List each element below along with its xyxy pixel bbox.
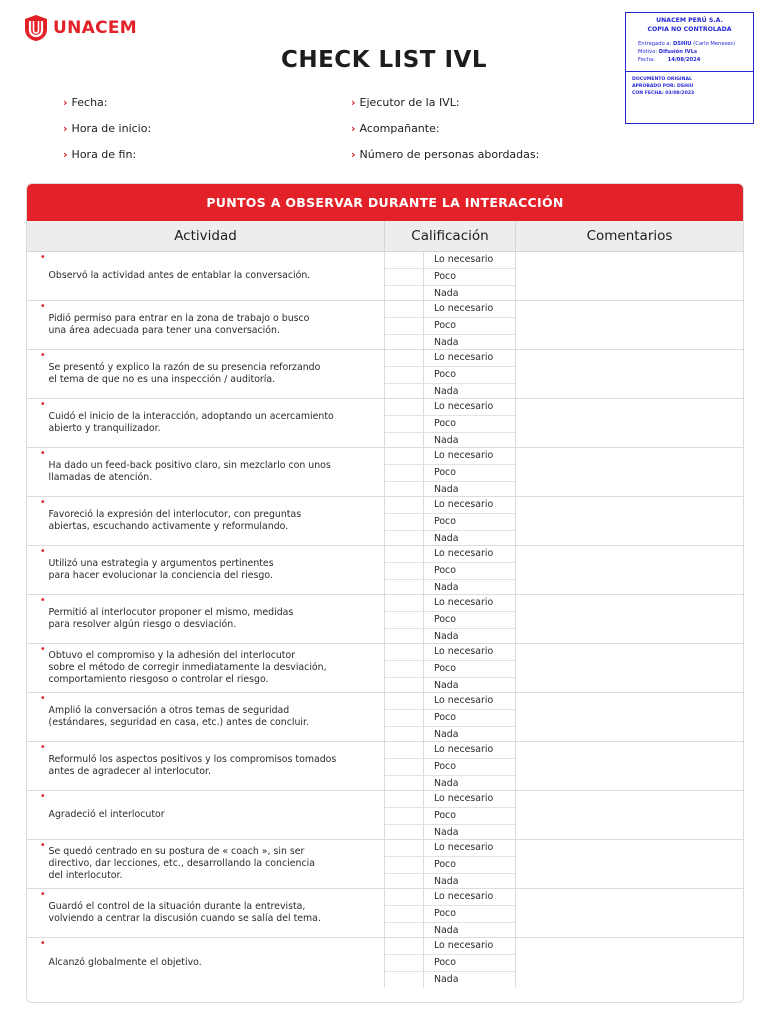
grade-option-label: Nada — [434, 876, 459, 887]
activity-cell — [27, 840, 384, 888]
grade-option-label: Lo necesario — [434, 303, 494, 314]
grade-option — [385, 252, 515, 269]
grade-cell — [384, 938, 515, 987]
grade-checkbox[interactable] — [385, 955, 424, 971]
grade-checkbox[interactable] — [385, 563, 424, 579]
grade-option — [385, 531, 515, 547]
unacem-logo — [24, 14, 137, 42]
grade-cell — [384, 693, 515, 741]
grade-option — [385, 906, 515, 923]
activity-cell — [27, 252, 384, 300]
grade-checkbox[interactable] — [385, 286, 424, 302]
chevron-right-icon: › — [63, 122, 68, 135]
grade-cell — [384, 497, 515, 545]
grade-checkbox[interactable] — [385, 629, 424, 645]
grade-option — [385, 335, 515, 351]
bullet-icon: • — [40, 546, 46, 557]
grade-option-label: Poco — [434, 810, 456, 821]
table-row — [27, 791, 743, 840]
grade-option — [385, 661, 515, 678]
chevron-right-icon: › — [351, 96, 356, 109]
grade-option-label: Lo necesario — [434, 793, 494, 804]
stamp-entregado: Entregado a: DSHIU (Carlo Meneses) — [638, 41, 736, 47]
grade-checkbox[interactable] — [385, 874, 424, 890]
grade-option-label: Lo necesario — [434, 842, 494, 853]
grade-option-label: Poco — [434, 957, 456, 968]
chevron-right-icon: › — [63, 148, 68, 161]
table-row — [27, 840, 743, 889]
activity-text: Obtuvo el compromiso y la adhesión del interlocutor sobre el método de corregir inmediatamente la desviación, comportamiento riesgoso o controlar el riesgo. — [48, 650, 327, 685]
activity-cell — [27, 399, 384, 447]
grade-option — [385, 791, 515, 808]
grade-checkbox[interactable] — [385, 448, 424, 464]
grade-checkbox[interactable] — [385, 482, 424, 498]
grade-option — [385, 286, 515, 302]
grade-checkbox[interactable] — [385, 580, 424, 596]
unacem-shield-icon — [24, 14, 48, 42]
grade-checkbox[interactable] — [385, 335, 424, 351]
grade-option — [385, 514, 515, 531]
bullet-icon: • — [40, 742, 46, 753]
comment-cell[interactable] — [515, 889, 743, 937]
table-body — [27, 252, 743, 987]
grade-option-label: Poco — [434, 418, 456, 429]
column-comentarios: Comentarios — [515, 221, 743, 251]
activity-cell — [27, 644, 384, 692]
field-numero-personas — [351, 148, 539, 161]
table-row — [27, 546, 743, 595]
table-row — [27, 399, 743, 448]
grade-option-label: Poco — [434, 369, 456, 380]
grade-checkbox[interactable] — [385, 367, 424, 383]
grade-checkbox[interactable] — [385, 923, 424, 939]
grade-checkbox[interactable] — [385, 742, 424, 758]
logo-text: UNACEM — [53, 18, 137, 38]
grade-option — [385, 318, 515, 335]
grade-option-label: Nada — [434, 484, 459, 495]
grade-option — [385, 399, 515, 416]
grade-checkbox[interactable] — [385, 514, 424, 530]
stamp-company: UNACEM PERÚ S.A. — [656, 17, 723, 24]
activity-text: Se quedó centrado en su postura de « coach », sin ser directivo, dar lecciones, etc., desarrollando la conciencia del interlocutor. — [48, 846, 315, 881]
grade-checkbox[interactable] — [385, 938, 424, 954]
grade-checkbox[interactable] — [385, 546, 424, 562]
column-calificacion: Calificación — [384, 221, 515, 251]
grade-option — [385, 923, 515, 939]
grade-checkbox[interactable] — [385, 301, 424, 317]
bullet-icon: • — [40, 350, 46, 361]
table-row — [27, 448, 743, 497]
grade-checkbox[interactable] — [385, 776, 424, 792]
table-row — [27, 938, 743, 987]
grade-option-label: Nada — [434, 925, 459, 936]
activity-text: Favoreció la expresión del interlocutor, con preguntas abiertas, escuchando activamente y reformulando. — [48, 509, 302, 532]
grade-option-label: Lo necesario — [434, 891, 494, 902]
grade-checkbox[interactable] — [385, 808, 424, 824]
stamp-con-fecha: CON FECHA: 03/08/2023 — [632, 91, 695, 96]
stamp-status: COPIA NO CONTROLADA — [647, 26, 732, 33]
grade-option — [385, 776, 515, 792]
grade-checkbox[interactable] — [385, 465, 424, 481]
activity-text: Observó la actividad antes de entablar la conversación. — [48, 270, 311, 281]
stamp-fecha: Fecha: 14/08/2024 — [638, 57, 701, 63]
grade-option-label: Lo necesario — [434, 646, 494, 657]
acompanante-label: Acompañante: — [359, 122, 440, 135]
grade-option — [385, 465, 515, 482]
bullet-icon: • — [40, 301, 46, 312]
grade-option-label: Poco — [434, 712, 456, 723]
comment-cell[interactable] — [515, 595, 743, 643]
hora-fin-label: Hora de fin: — [71, 148, 137, 161]
grade-option-label: Lo necesario — [434, 401, 494, 412]
fecha-label: Fecha: — [71, 96, 108, 109]
grade-cell — [384, 889, 515, 937]
grade-option-label: Lo necesario — [434, 352, 494, 363]
grade-option-label: Nada — [434, 778, 459, 789]
activity-cell — [27, 791, 384, 839]
activity-text: Pidió permiso para entrar en la zona de trabajo o busco una área adecuada para tener una conversación. — [48, 313, 310, 336]
grade-option — [385, 448, 515, 465]
grade-option — [385, 710, 515, 727]
grade-cell — [384, 252, 515, 300]
comment-cell[interactable] — [515, 693, 743, 741]
column-actividad: Actividad — [174, 228, 237, 244]
grade-checkbox[interactable] — [385, 727, 424, 743]
grade-option-label: Nada — [434, 827, 459, 838]
comment-cell[interactable] — [515, 840, 743, 888]
activity-cell — [27, 889, 384, 937]
grade-checkbox[interactable] — [385, 972, 424, 988]
comment-cell[interactable] — [515, 938, 743, 987]
bullet-icon: • — [40, 595, 46, 606]
grade-option-label: Nada — [434, 386, 459, 397]
grade-checkbox[interactable] — [385, 252, 424, 268]
comment-cell[interactable] — [515, 546, 743, 594]
grade-option-label: Poco — [434, 271, 456, 282]
grade-option — [385, 497, 515, 514]
grade-cell — [384, 448, 515, 496]
field-fecha — [63, 96, 108, 109]
grade-checkbox[interactable] — [385, 497, 424, 513]
activity-text: Cuidó el inicio de la interacción, adoptando un acercamiento abierto y tranquilizador. — [48, 411, 334, 434]
grade-checkbox[interactable] — [385, 693, 424, 709]
comment-cell[interactable] — [515, 448, 743, 496]
grade-checkbox[interactable] — [385, 433, 424, 449]
table-row — [27, 301, 743, 350]
activity-cell — [27, 742, 384, 790]
grade-option-label: Poco — [434, 516, 456, 527]
comment-cell[interactable] — [515, 497, 743, 545]
grade-option — [385, 546, 515, 563]
grade-checkbox[interactable] — [385, 531, 424, 547]
grade-checkbox[interactable] — [385, 318, 424, 334]
grade-checkbox[interactable] — [385, 840, 424, 856]
table-row — [27, 693, 743, 742]
comment-cell[interactable] — [515, 252, 743, 300]
grade-option — [385, 301, 515, 318]
table-row — [27, 350, 743, 399]
grade-cell — [384, 301, 515, 349]
grade-option — [385, 972, 515, 988]
grade-checkbox[interactable] — [385, 889, 424, 905]
grade-checkbox[interactable] — [385, 384, 424, 400]
activity-text: Guardó el control de la situación durante la entrevista, volviendo a centrar la discusión cuando se salía del tema. — [48, 901, 321, 924]
table-row — [27, 252, 743, 301]
grade-checkbox[interactable] — [385, 710, 424, 726]
grade-option-label: Nada — [434, 337, 459, 348]
grade-option-label: Lo necesario — [434, 450, 494, 461]
grade-option-label: Lo necesario — [434, 597, 494, 608]
field-hora-fin — [63, 148, 136, 161]
grade-option-label: Poco — [434, 467, 456, 478]
grade-cell — [384, 546, 515, 594]
bullet-icon: • — [40, 840, 46, 851]
grade-option-label: Nada — [434, 631, 459, 642]
grade-checkbox[interactable] — [385, 825, 424, 841]
grade-cell — [384, 742, 515, 790]
hora-inicio-label: Hora de inicio: — [71, 122, 152, 135]
grade-option-label: Poco — [434, 859, 456, 870]
grade-checkbox[interactable] — [385, 791, 424, 807]
grade-option — [385, 629, 515, 645]
grade-option-label: Nada — [434, 729, 459, 740]
table-heading: PUNTOS A OBSERVAR DURANTE LA INTERACCIÓN — [27, 184, 743, 221]
grade-option — [385, 938, 515, 955]
grade-option-label: Poco — [434, 614, 456, 625]
grade-cell — [384, 399, 515, 447]
grade-option — [385, 595, 515, 612]
stamp-doc-original: DOCUMENTO ORIGINAL — [632, 77, 692, 82]
bullet-icon: • — [40, 644, 46, 655]
grade-option-label: Nada — [434, 680, 459, 691]
ejecutor-label: Ejecutor de la IVL: — [359, 96, 460, 109]
field-ejecutor — [351, 96, 460, 109]
grade-option — [385, 759, 515, 776]
grade-option-label: Nada — [434, 435, 459, 446]
activity-cell — [27, 350, 384, 398]
grade-option — [385, 727, 515, 743]
activity-text: Alcanzó globalmente el objetivo. — [48, 956, 202, 968]
grade-checkbox[interactable] — [385, 595, 424, 611]
grade-option-label: Nada — [434, 974, 459, 985]
grade-option — [385, 889, 515, 906]
grade-option — [385, 482, 515, 498]
grade-checkbox[interactable] — [385, 269, 424, 285]
grade-option — [385, 612, 515, 629]
grade-option — [385, 384, 515, 400]
table-row — [27, 497, 743, 546]
table-row — [27, 644, 743, 693]
grade-option — [385, 350, 515, 367]
chevron-right-icon: › — [63, 96, 68, 109]
table-row — [27, 742, 743, 791]
comment-cell[interactable] — [515, 742, 743, 790]
bullet-icon: • — [40, 938, 46, 949]
activity-cell — [27, 938, 384, 987]
grade-cell — [384, 595, 515, 643]
grade-cell — [384, 840, 515, 888]
grade-option-label: Lo necesario — [434, 499, 494, 510]
bullet-icon: • — [40, 399, 46, 410]
activity-cell — [27, 301, 384, 349]
activity-text: Ha dado un feed-back positivo claro, sin mezclarlo con unos llamadas de atención. — [48, 460, 331, 483]
grade-option — [385, 840, 515, 857]
activity-cell — [27, 546, 384, 594]
bullet-icon: • — [40, 791, 46, 802]
activity-text: Utilizó una estrategia y argumentos pertinentes para hacer evolucionar la conciencia del riesgo. — [48, 558, 274, 581]
grade-option — [385, 857, 515, 874]
grade-checkbox[interactable] — [385, 857, 424, 873]
bullet-icon: • — [40, 448, 46, 459]
activity-cell — [27, 497, 384, 545]
grade-checkbox[interactable] — [385, 661, 424, 677]
checklist-table — [26, 183, 744, 1003]
activity-text: Reformuló los aspectos positivos y los compromisos tomados antes de agradecer al interlocutor. — [48, 754, 337, 777]
activity-text: Se presentó y explico la razón de su presencia reforzando el tema de que no es una inspección / auditoría. — [48, 362, 321, 385]
grade-option — [385, 367, 515, 384]
bullet-icon: • — [40, 252, 46, 263]
grade-cell — [384, 791, 515, 839]
grade-option — [385, 644, 515, 661]
activity-text: Permitió al interlocutor proponer el mismo, medidas para resolver algún riesgo o desviación. — [48, 607, 294, 630]
control-stamp — [625, 12, 754, 124]
grade-option-label: Lo necesario — [434, 940, 494, 951]
grade-option-label: Nada — [434, 582, 459, 593]
stamp-aprobado: APROBADO POR: DSHIU — [632, 84, 694, 89]
field-hora-inicio — [63, 122, 151, 135]
grade-option — [385, 678, 515, 694]
grade-option-label: Lo necesario — [434, 548, 494, 559]
grade-option — [385, 808, 515, 825]
stamp-motivo: Motivo: Difusión IVLs — [638, 49, 698, 55]
grade-option — [385, 693, 515, 710]
grade-option-label: Poco — [434, 761, 456, 772]
grade-option-label: Nada — [434, 288, 459, 299]
grade-cell — [384, 350, 515, 398]
grade-checkbox[interactable] — [385, 644, 424, 660]
table-row — [27, 889, 743, 938]
grade-option-label: Lo necesario — [434, 254, 494, 265]
comment-cell[interactable] — [515, 644, 743, 692]
bullet-icon: • — [40, 497, 46, 508]
chevron-right-icon: › — [351, 122, 356, 135]
table-column-headers — [27, 221, 743, 252]
field-acompanante — [351, 122, 440, 135]
chevron-right-icon: › — [351, 148, 356, 161]
grade-checkbox[interactable] — [385, 759, 424, 775]
comment-cell[interactable] — [515, 399, 743, 447]
bullet-icon: • — [40, 889, 46, 900]
grade-option-label: Lo necesario — [434, 695, 494, 706]
activity-text: Amplió la conversación a otros temas de seguridad (estándares, seguridad en casa, etc.) antes de concluir. — [48, 705, 309, 728]
page-title: CHECK LIST IVL — [280, 47, 488, 73]
grade-option — [385, 269, 515, 286]
activity-cell — [27, 448, 384, 496]
stamp-divider — [626, 71, 753, 72]
table-row — [27, 595, 743, 644]
grade-cell — [384, 644, 515, 692]
grade-option — [385, 433, 515, 449]
activity-cell — [27, 595, 384, 643]
grade-checkbox[interactable] — [385, 612, 424, 628]
grade-checkbox[interactable] — [385, 399, 424, 415]
grade-option-label: Nada — [434, 533, 459, 544]
grade-option-label: Poco — [434, 908, 456, 919]
comment-cell[interactable] — [515, 301, 743, 349]
grade-option-label: Poco — [434, 663, 456, 674]
grade-checkbox[interactable] — [385, 416, 424, 432]
grade-option — [385, 416, 515, 433]
grade-checkbox[interactable] — [385, 678, 424, 694]
grade-option — [385, 825, 515, 841]
grade-option — [385, 580, 515, 596]
grade-checkbox[interactable] — [385, 350, 424, 366]
grade-option-label: Poco — [434, 565, 456, 576]
grade-option-label: Lo necesario — [434, 744, 494, 755]
activity-text: Agradeció el interlocutor — [48, 809, 165, 820]
grade-option — [385, 742, 515, 759]
grade-option — [385, 874, 515, 890]
grade-checkbox[interactable] — [385, 906, 424, 922]
grade-option — [385, 563, 515, 580]
grade-option — [385, 955, 515, 972]
numero-personas-label: Número de personas abordadas: — [359, 148, 540, 161]
activity-cell — [27, 693, 384, 741]
comment-cell[interactable] — [515, 791, 743, 839]
grade-option-label: Poco — [434, 320, 456, 331]
comment-cell[interactable] — [515, 350, 743, 398]
bullet-icon: • — [40, 693, 46, 704]
